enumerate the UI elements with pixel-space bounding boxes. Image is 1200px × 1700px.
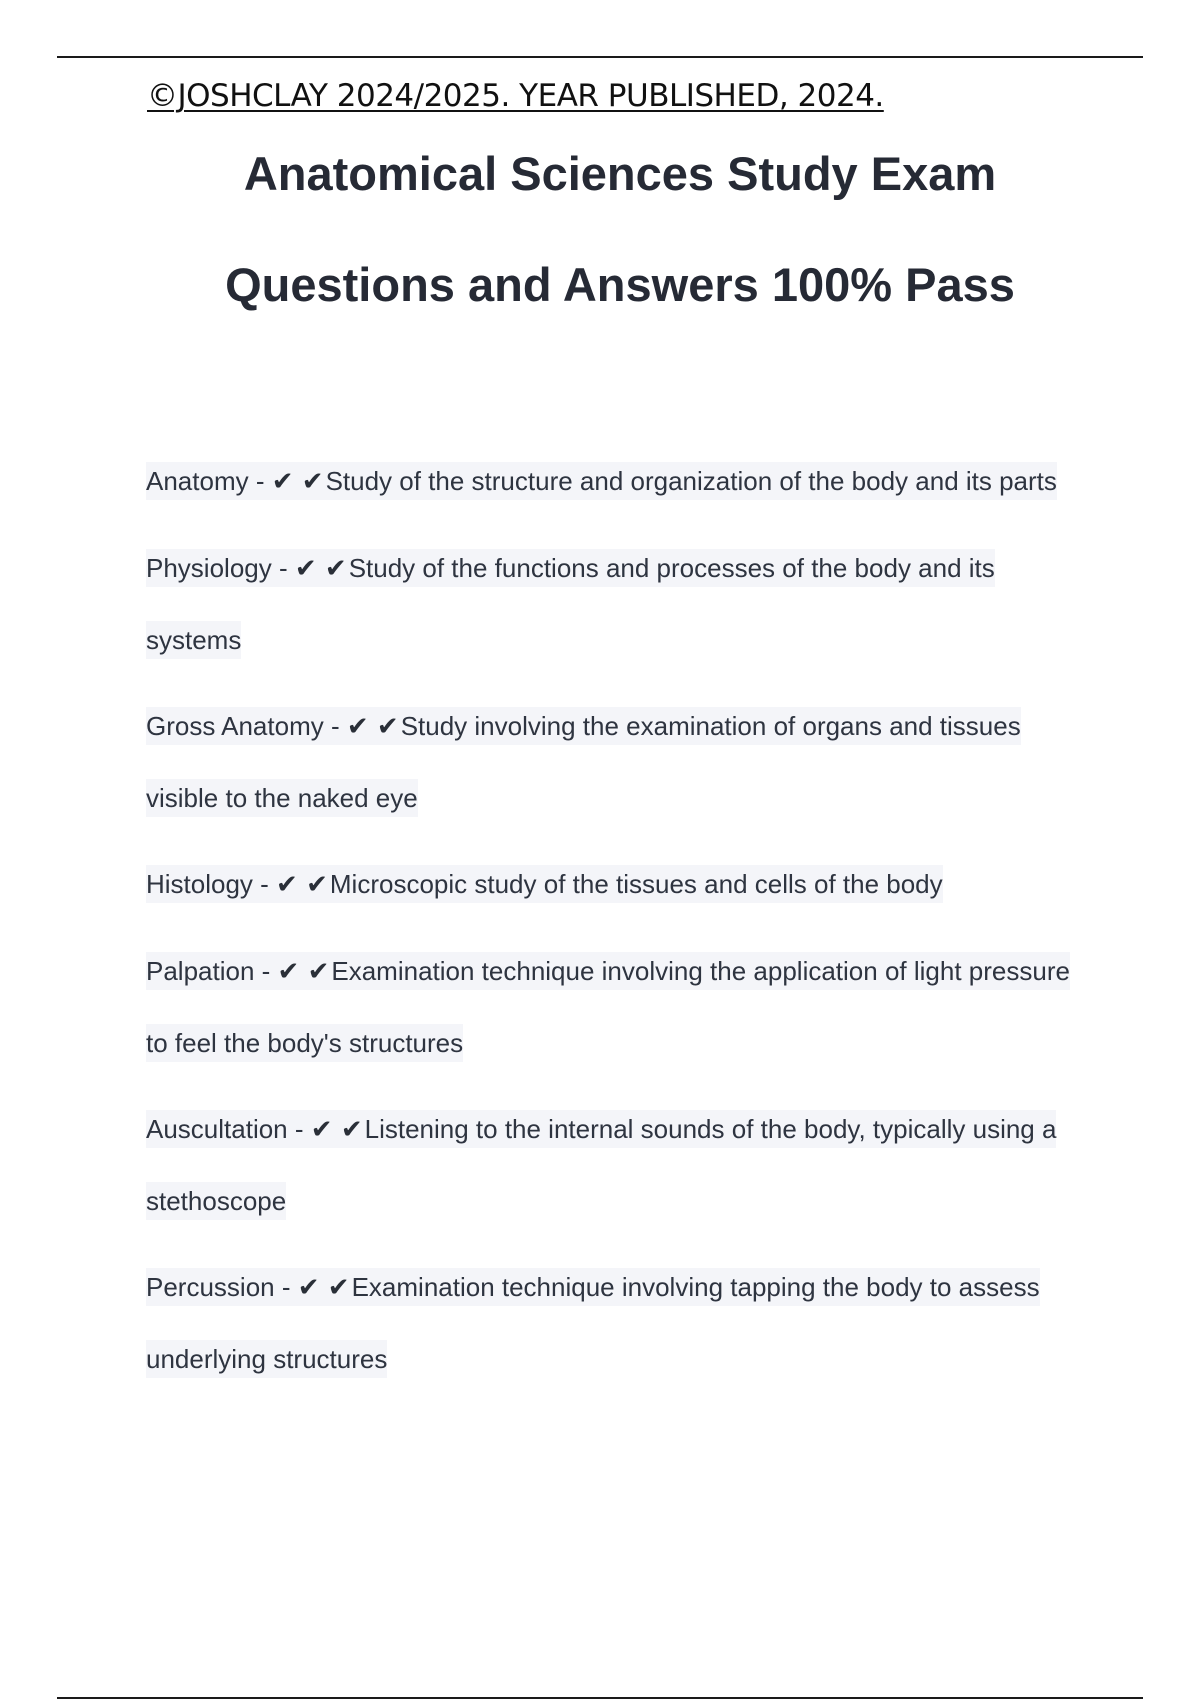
check-mark-icon: ✔ ✔ (276, 870, 328, 900)
entry-definition: Study of the functions and processes of the body and its systems (146, 553, 995, 655)
entry-term: Auscultation (146, 1114, 288, 1144)
entry-term: Physiology (146, 553, 272, 583)
check-mark-icon: ✔ ✔ (297, 1273, 350, 1303)
qa-entry-anatomy (146, 446, 1096, 518)
entry-separator: - (252, 869, 277, 899)
entry-term: Gross Anatomy (146, 711, 324, 741)
entry-separator: - (287, 1114, 311, 1144)
qa-list (146, 446, 1096, 1410)
entry-separator: - (271, 553, 295, 583)
entry-separator: - (323, 711, 347, 741)
entry-definition: Study of the structure and organization of the body and its parts (325, 466, 1057, 496)
qa-entry-auscultation (146, 1094, 1096, 1237)
entry-term: Palpation (146, 956, 255, 986)
document-title-line-1: Anatomical Sciences Study Exam (243, 147, 997, 200)
entry-separator: - (274, 1272, 298, 1302)
entry-term: Anatomy (146, 466, 249, 496)
qa-entry-percussion (146, 1252, 1096, 1395)
entry-separator: - (254, 956, 278, 986)
qa-entry-physiology (146, 533, 1096, 676)
qa-entry-palpation (146, 936, 1096, 1079)
check-mark-icon: ✔ ✔ (294, 554, 347, 584)
check-mark-icon: ✔ ✔ (271, 467, 324, 497)
entry-definition: Study involving the examination of organs and tissues visible to the naked eye (146, 711, 1021, 813)
top-rule (57, 56, 1143, 58)
check-mark-icon: ✔ ✔ (310, 1115, 363, 1145)
entry-definition: Listening to the internal sounds of the body, typically using a stethoscope (146, 1114, 1057, 1216)
entry-definition: Microscopic study of the tissues and cells of the body (329, 869, 943, 899)
check-mark-icon: ✔ ✔ (346, 712, 399, 742)
entry-separator: - (248, 466, 272, 496)
entry-definition: Examination technique involving the application of light pressure to feel the body's structures (146, 956, 1070, 1058)
qa-entry-histology (146, 849, 1096, 921)
copyright-header: ©JOSHCLAY 2024/2025. YEAR PUBLISHED, 2024. (147, 78, 884, 114)
bottom-rule (57, 1697, 1143, 1699)
entry-term: Histology (146, 869, 253, 899)
check-mark-icon: ✔ ✔ (277, 957, 330, 987)
entry-term: Percussion (146, 1272, 275, 1302)
qa-entry-gross-anatomy (146, 691, 1096, 834)
entry-definition: Examination technique involving tapping the body to assess underlying structures (146, 1272, 1040, 1374)
document-title-line-2: Questions and Answers 100% Pass (225, 258, 1015, 311)
